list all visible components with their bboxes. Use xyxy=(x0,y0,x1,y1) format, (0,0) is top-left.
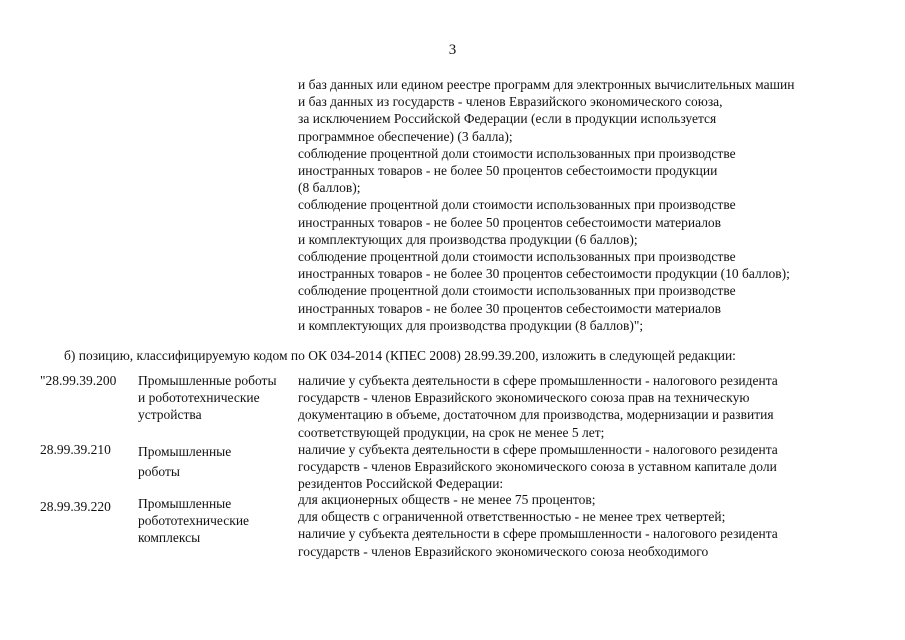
desc-line: документацию в объеме, достаточном для производства, модернизации и развития xyxy=(298,407,774,423)
text-line: иностранных товаров - не более 50 процентов себестоимости продукции xyxy=(298,163,718,179)
desc-line: государств - членов Евразийского экономического союза в уставном капитале доли xyxy=(298,459,777,475)
desc-line: наличие у субъекта деятельности в сфере промышленности - налогового резидента xyxy=(298,526,778,542)
text-line: соблюдение процентной доли стоимости использованных при производстве xyxy=(298,283,736,299)
text-line: соблюдение процентной доли стоимости использованных при производстве xyxy=(298,145,736,161)
position-requirements xyxy=(298,491,898,560)
position-name xyxy=(138,372,298,424)
name-line: Промышленные роботы xyxy=(138,373,277,388)
name-line: комплексы xyxy=(138,530,201,546)
name-line: Промышленные xyxy=(138,444,232,459)
text-line: (8 баллов); xyxy=(298,180,361,196)
text-line: и баз данных из государств - членов Евразийского экономического союза, xyxy=(298,94,723,110)
text-line: и комплектующих для производства продукции (8 баллов)"; xyxy=(298,317,644,333)
amendment-intro: б) позицию, классифицируемую кодом по ОК 034-2014 (КПЕС 2008) 28.99.39.200, изложить в следующей редакции: xyxy=(64,348,736,363)
text-line: за исключением Российской Федерации (если в продукции используется xyxy=(298,111,717,127)
desc-line: государств - членов Евразийского экономического союза прав на техническую xyxy=(298,390,750,406)
desc-line: резидентов Российской Федерации: xyxy=(298,476,504,492)
desc-line: для обществ с ограниченной ответственностью - не менее трех четвертей; xyxy=(298,509,726,525)
name-line: роботы xyxy=(138,464,180,479)
position-code: "28.99.39.200 xyxy=(40,373,117,388)
position-name xyxy=(138,495,298,547)
page-number: 3 xyxy=(448,42,457,58)
continued-text-block xyxy=(298,76,898,334)
text-line: иностранных товаров - не более 30 процентов себестоимости продукции (10 баллов); xyxy=(298,266,790,282)
text-line: соблюдение процентной доли стоимости использованных при производстве xyxy=(298,197,736,213)
name-line: устройства xyxy=(138,407,202,423)
text-line: и баз данных или едином реестре программ для электронных вычислительных машин xyxy=(298,77,795,92)
desc-line: соответствующей продукции, на срок не менее 5 лет; xyxy=(298,424,605,440)
position-code: 28.99.39.210 xyxy=(40,442,111,457)
desc-line: государств - членов Евразийского экономического союза необходимого xyxy=(298,543,709,559)
position-requirements xyxy=(298,441,898,493)
desc-line: наличие у субъекта деятельности в сфере промышленности - налогового резидента xyxy=(298,373,778,388)
text-line: программное обеспечение) (3 балла); xyxy=(298,128,513,144)
text-line: иностранных товаров - не более 50 процентов себестоимости материалов xyxy=(298,214,722,230)
desc-line: наличие у субъекта деятельности в сфере промышленности - налогового резидента xyxy=(298,442,778,457)
text-line: соблюдение процентной доли стоимости использованных при производстве xyxy=(298,249,736,265)
desc-line: для акционерных обществ - не менее 75 процентов; xyxy=(298,492,596,507)
text-line: и комплектующих для производства продукции (6 баллов); xyxy=(298,231,638,247)
name-line: и робототехнические xyxy=(138,390,260,406)
text-line: иностранных товаров - не более 30 процентов себестоимости материалов xyxy=(298,300,722,316)
position-name xyxy=(138,442,298,482)
name-line: Промышленные xyxy=(138,496,232,511)
position-requirements xyxy=(298,372,898,441)
position-code: 28.99.39.220 xyxy=(40,499,111,514)
name-line: робототехнические xyxy=(138,513,250,529)
